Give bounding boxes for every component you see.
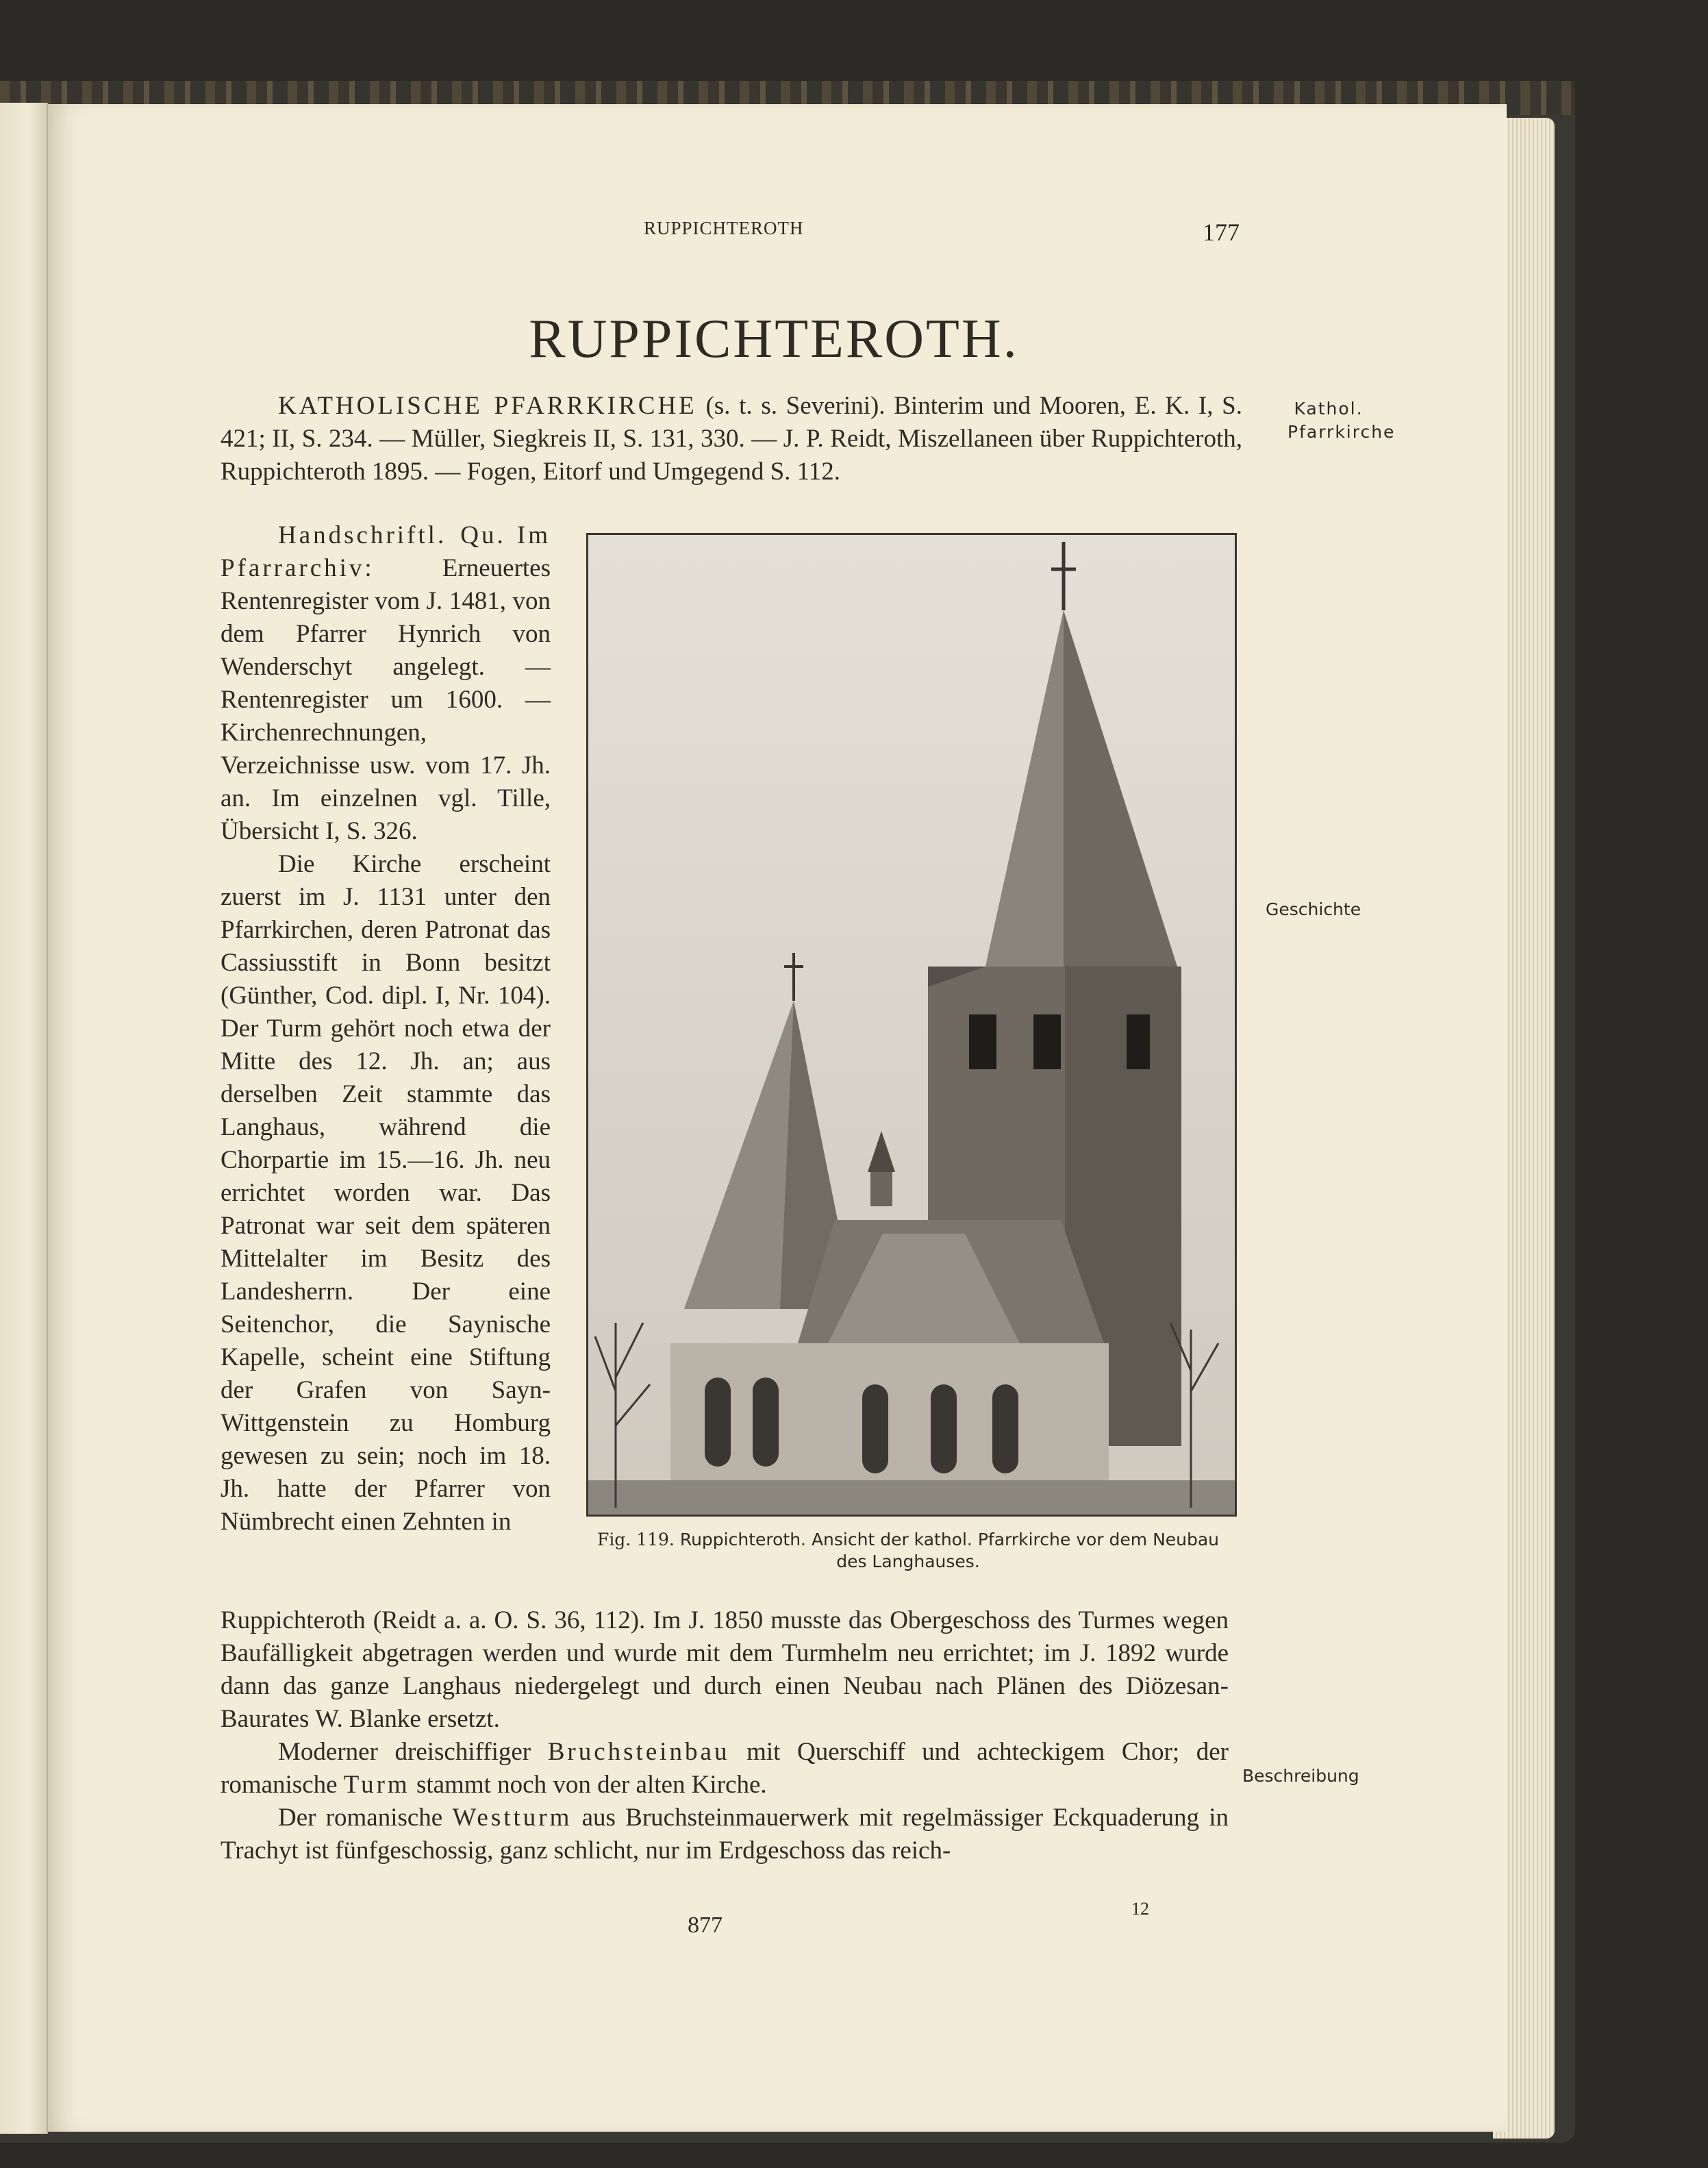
figure-label: Fig. 119. [596,1530,675,1549]
page-number: 177 [1203,219,1240,246]
desc-emph-2: Turm [343,1771,410,1799]
intro-text: (s. t. s. Severini). Binterim und Mooren, E. K. I, S. 421; II, S. 234. — Müller, Siegkreis II, S. 131, 330. — J. P. Reidt, Miszellaneen über Ruppichteroth, Ruppichteroth 1895. — Fogen, Eitorf und Umgegend S. 112. [221,392,1242,486]
figure-caption-text: Ruppichteroth. Ansicht der kathol. Pfarrkirche vor dem Neubau des Langhauses. [679,1530,1220,1571]
history-paragraph: Die Kirche erscheint zuerst im J. 1131 unter den Pfarrkirchen, deren Patronat das Cassiusstift in Bonn besitzt (Günther, Cod. dipl. I, Nr. 104). Der Turm gehört noch etwa der Mitte des 12. Jh. an; aus derselben Zeit stammte das Langhaus, während die Chorpartie im 15.—16. Jh. neu errichtet worden war. Das Patronat war seit dem späteren Mittelalter im Besitz des Landesherrn. Der eine Seitenchor, die Saynische Kapelle, scheint eine Stiftung der Grafen von Sayn-Wittgenstein zu Homburg gewesen zu sein; noch im 18. Jh. hatte der Pfarrer von Nümbrecht einen Zehnten in [221,850,551,1536]
description-paragraph [221,1736,1229,1802]
church-photo [586,533,1237,1517]
desc-text-3: stammt noch von der alten Kirche. [410,1771,767,1799]
figure-caption [579,1529,1237,1573]
intro-paragraph [221,390,1242,488]
tower-text-1: Der romanische [278,1804,453,1832]
margin-note-geschichte: Geschichte [1266,899,1361,919]
tower-text-2: aus Bruchsteinmauerwerk mit regelmässiger Eckquaderung in Trachyt ist fünfgeschossig, ganz schlicht, nur im Erdgeschoss das reich- [221,1804,1229,1865]
left-page-edge [0,103,48,2134]
sheet-number: 12 [1131,1899,1149,1919]
left-column [221,519,551,1538]
tower-paragraph [221,1802,1229,1867]
page-title: RUPPICHTEROTH. [529,309,1019,369]
archiv-label: Im Pfarrarchiv: [221,521,551,582]
intro-lead: KATHOLISCHE PFARRKIRCHE [278,392,697,420]
running-head: RUPPICHTEROTH [644,218,804,238]
margin-note-beschreibung: Beschreibung [1242,1766,1359,1786]
desc-emph-1: Bruchsteinbau [547,1738,730,1766]
desc-text-1: Moderner dreischiffiger [278,1738,548,1766]
handschr-label: Handschriftl. Qu. [278,521,506,549]
tower-emph: Westturm [452,1804,573,1832]
desc-text-2: mit Querschiff und achteckigem Chor; der romanische [221,1738,1229,1799]
sources-paragraph [221,519,551,848]
signature-number: 877 [688,1912,723,1938]
margin-note-kathol: Kathol. Pfarrkirche [1288,399,1396,442]
history-end-paragraph: Ruppichteroth (Reidt a. a. O. S. 36, 112). Im J. 1850 musste das Obergeschoss des Turmes wegen Baufälligkeit abgetragen werden und wurde mit dem Turmhelm neu errichtet; im J. 1892 wurde dann das ganze Langhaus niedergelegt und durch einen Neubau nach Plänen des Diözesan-Baurates W. Blanke ersetzt. [221,1606,1229,1733]
church-illustration [588,535,1235,1515]
archiv-text: Erneuertes Rentenregister vom J. 1481, von dem Pfarrer Hynrich von Wenderschyt angelegt. — Rentenregister um 1600. — Kirchenrechnungen, Verzeichnisse usw. vom 17. Jh. an. Im einzelnen vgl. Tille, Übersicht I, S. 326. [221,554,551,845]
continuation-text [221,1604,1229,1867]
